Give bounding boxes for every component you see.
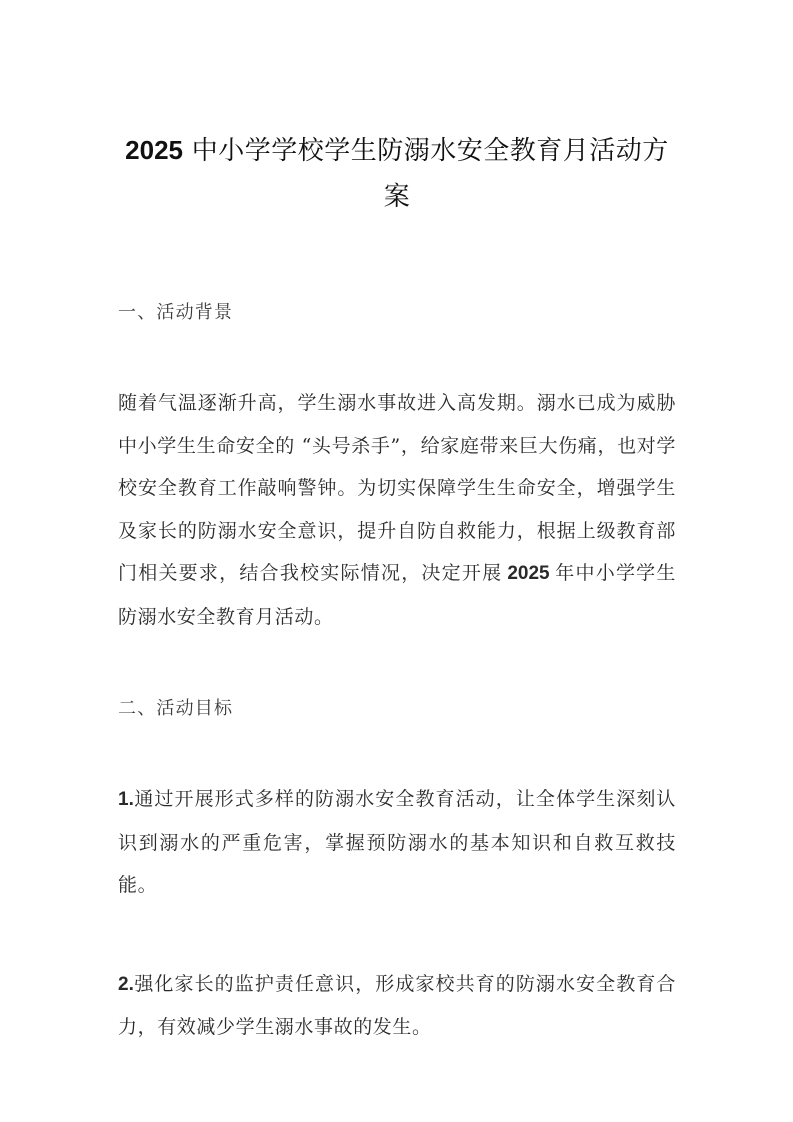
page-title: 2025 中小学学校学生防溺水安全教育月活动方案 <box>125 135 669 212</box>
objective-text-1: 通过开展形式多样的防溺水安全教育活动，让全体学生深刻认识到溺水的严重危害，掌握预防溺水的基本知识和自救互救技能。 <box>118 788 676 896</box>
paragraph-inline-year: 2025 <box>507 563 550 584</box>
objective-item-2 <box>118 963 676 1049</box>
paragraph-background-part2: 年中小学学生防溺水安全教育月活动。 <box>118 562 676 628</box>
paragraph-background-part1: 随着气温逐渐升高，学生溺水事故进入高发期。溺水已成为威胁中小学生生命安全的 “头号杀手”，给家庭带来巨大伤痛，也对学校安全教育工作敲响警钟。为切实保障学生生命安全，增强学生及家长的防溺水安全意识，提升自防自救能力，根据上级教育部门相关要求，结合我校实际情况，决定开展 <box>118 392 676 584</box>
objective-marker-1: 1. <box>118 789 134 810</box>
title-text: 中小学学校学生防溺水安全教育月活动 <box>191 136 643 166</box>
objective-marker-2: 2. <box>118 973 134 995</box>
title-year: 2025 <box>125 135 184 165</box>
objective-text-2: 强化家长的监护责任意识，形成家校共育的防溺水安全教育合力，有效减少学生溺水事故的发生。 <box>118 972 676 1038</box>
section-heading-objectives: 二、活动目标 <box>118 698 234 719</box>
section-heading-background: 一、活动背景 <box>118 302 234 323</box>
paragraph-background <box>118 382 676 638</box>
objective-item-1 <box>118 778 676 907</box>
